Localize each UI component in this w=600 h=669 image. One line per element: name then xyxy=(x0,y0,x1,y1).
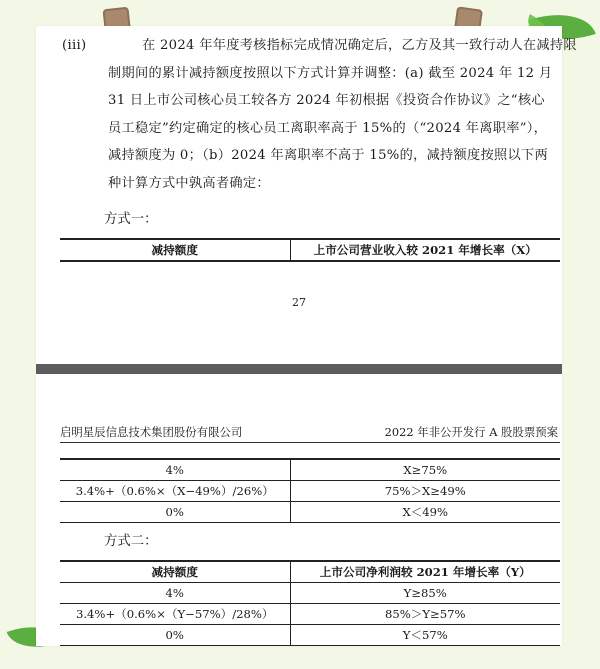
column-header: 上市公司净利润较 2021 年增长率（Y） xyxy=(290,561,560,583)
table-row xyxy=(60,481,560,502)
column-header: 上市公司营业收入较 2021 年增长率（X） xyxy=(290,239,560,261)
table-cell: 4% xyxy=(60,459,290,481)
clause-marker: (iii) xyxy=(62,38,87,53)
column-header: 减持额度 xyxy=(60,561,290,583)
column-header: 减持额度 xyxy=(60,239,290,261)
header-rule xyxy=(60,442,560,443)
table-row xyxy=(60,604,560,625)
table-cell: 0% xyxy=(60,625,290,646)
table-cell: X＜49% xyxy=(290,502,560,523)
table-cell: Y＜57% xyxy=(290,625,560,646)
table-cell: 4% xyxy=(60,583,290,604)
table-cell: 85%＞Y≥57% xyxy=(290,604,560,625)
method-one-table-body xyxy=(60,458,560,523)
method-one-table-header xyxy=(60,238,560,262)
running-header-right: 2022 年非公开发行 A 股股票预案 xyxy=(384,425,558,439)
table-row xyxy=(60,583,560,604)
table-cell: 3.4%+（0.6%×（Y−57%）/28%） xyxy=(60,604,290,625)
document-page-upper xyxy=(36,26,577,366)
paragraph-line: 员工稳定”约定确定的核心员工离职率高于 15%的（“2024 年离职率”）， xyxy=(108,120,548,136)
page-number: 27 xyxy=(292,296,306,309)
table-cell: Y≥85% xyxy=(290,583,560,604)
table-header-row xyxy=(60,561,560,583)
table-cell: X≥75% xyxy=(290,459,560,481)
paragraph-line: 种计算方式中孰高者确定： xyxy=(108,175,270,191)
running-header-left: 启明星辰信息技术集团股份有限公司 xyxy=(60,425,243,439)
paragraph-line: 减持额度为 0；（b）2024 年离职率不高于 15%的，减持额度按照以下两 xyxy=(108,148,548,163)
document-page-lower xyxy=(36,374,562,646)
paragraph-line: 31 日上市公司核心员工较各方 2024 年初根据《投资合作协议》之“核心 xyxy=(108,93,545,108)
method-one-label: 方式一： xyxy=(104,212,158,227)
paragraph-line: 制期间的累计减持额度按照以下方式计算并调整：(a) 截至 2024 年 12 月 xyxy=(108,65,553,81)
table-row xyxy=(60,459,560,481)
method-two-label: 方式二： xyxy=(104,534,158,549)
table-row xyxy=(60,502,560,523)
table-cell: 75%＞X≥49% xyxy=(290,481,560,502)
table-cell: 3.4%+（0.6%×（X−49%）/26%） xyxy=(60,481,290,502)
paragraph-line: 在 2024 年年度考核指标完成情况确定后，乙方及其一致行动人在减持限 xyxy=(142,38,577,53)
method-two-table xyxy=(60,560,560,646)
table-cell: 0% xyxy=(60,502,290,523)
table-row xyxy=(60,625,560,646)
